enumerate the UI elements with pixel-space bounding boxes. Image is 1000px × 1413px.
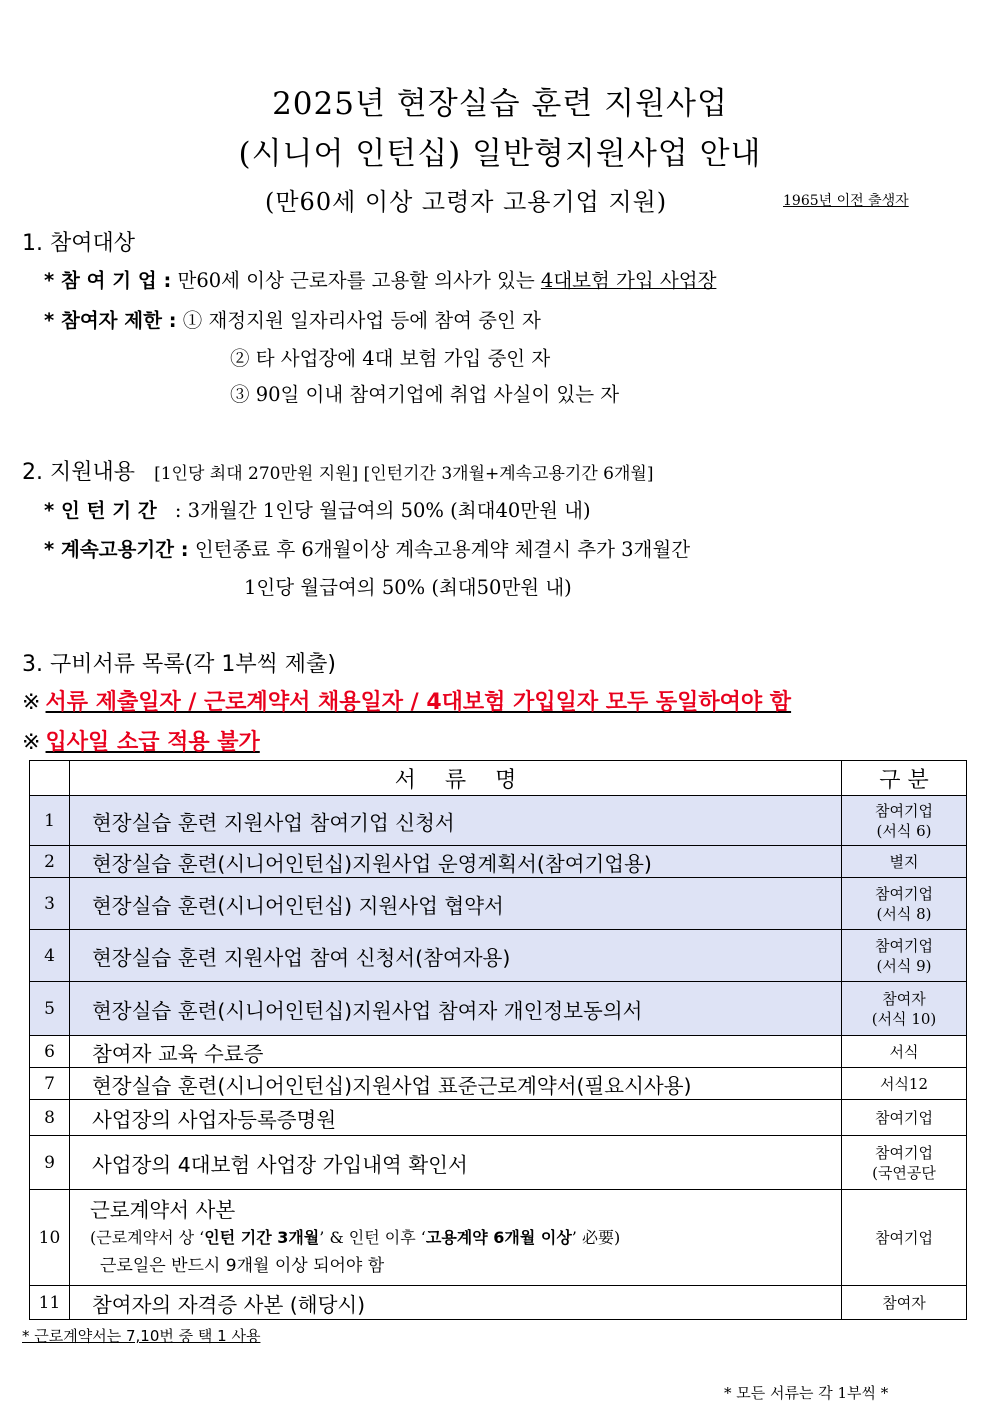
section1-heading: 1. 참여대상 — [22, 231, 135, 256]
table-row — [30, 982, 967, 1036]
restriction-row — [44, 305, 541, 333]
section2-heading: 2. 지원내용 — [22, 460, 135, 485]
table-row — [30, 1286, 967, 1320]
row-type: 별지 — [842, 846, 967, 878]
row-num: 3 — [30, 878, 70, 930]
company-text: 만60세 이상 근로자를 고용할 의사가 있는 — [177, 269, 535, 292]
intern-text: : 3개월간 1인당 월급여의 50% (최대40만원 내) — [174, 499, 591, 522]
footnote-contract: * 근로계약서는 7,10번 중 택 1 사용 — [22, 1327, 261, 1345]
row-num: 7 — [30, 1068, 70, 1100]
row-type: 참여기업 — [842, 1190, 967, 1286]
continue-row — [44, 534, 690, 562]
table-row — [30, 796, 967, 846]
row-type: 참여기업 (서식 8) — [842, 878, 967, 930]
row-type: 참여자 (서식 10) — [842, 982, 967, 1036]
header-num — [30, 761, 70, 796]
row-type: 참여자 — [842, 1286, 967, 1320]
row-name: 현장실습 훈련(시니어인턴십)지원사업 운영계획서(참여기업용) — [70, 846, 842, 878]
row-num: 1 — [30, 796, 70, 846]
row-num: 9 — [30, 1136, 70, 1190]
row-name: 현장실습 훈련 지원사업 참여 신청서(참여자용) — [70, 930, 842, 982]
row-num: 10 — [30, 1190, 70, 1286]
footnote-all-docs: * 모든 서류는 각 1부씩 * — [724, 1384, 889, 1402]
row-name-multi — [70, 1190, 842, 1286]
row-num: 6 — [30, 1036, 70, 1068]
table-row — [30, 1036, 967, 1068]
row-type: 참여기업 — [842, 1100, 967, 1136]
row-name: 현장실습 훈련(시니어인턴십) 지원사업 협약서 — [70, 878, 842, 930]
row-num: 8 — [30, 1100, 70, 1136]
intern-row — [44, 495, 591, 523]
continue-text-line2: 1인당 월급여의 50% (최대50만원 내) — [244, 576, 572, 599]
row-subline: (근로계약서 상 ‘인턴 기간 3개월’ & 인턴 이후 ‘고용계약 6개월 이상’ 必要) — [90, 1227, 621, 1247]
row-name: 현장실습 훈련(시니어인턴십)지원사업 표준근로계약서(필요시사용) — [70, 1068, 842, 1100]
page-subtitle: (만60세 이상 고령자 고용기업 지원) — [265, 188, 668, 216]
row-name: 사업장의 사업자등록증명원 — [70, 1100, 842, 1136]
table-row — [30, 878, 967, 930]
page-title-line2: (시니어 인턴십) 일반형지원사업 안내 — [238, 136, 762, 172]
restriction-item: ② 타 사업장에 4대 보험 가입 중인 자 — [230, 347, 551, 370]
row-name: 현장실습 훈련(시니어인턴십)지원사업 참여자 개인정보동의서 — [70, 982, 842, 1036]
row-num: 11 — [30, 1286, 70, 1320]
company-underlined: 4대보험 가입 사업장 — [540, 269, 717, 292]
row-name: 참여자 교육 수료증 — [70, 1036, 842, 1068]
row-name: 근로계약서 사본 — [90, 1197, 236, 1222]
table-row — [30, 1136, 967, 1190]
row-num: 5 — [30, 982, 70, 1036]
row-name: 참여자의 자격증 사본 (해당시) — [70, 1286, 842, 1320]
section2-heading-note: [1인당 최대 270만원 지원] [인턴기간 3개월+계속고용기간 6개월] — [154, 464, 654, 484]
table-row — [30, 1100, 967, 1136]
row-type: 참여기업 (국연공단 — [842, 1136, 967, 1190]
table-header-row — [30, 761, 967, 796]
notice-mark: ※ — [22, 690, 41, 715]
notice-1 — [22, 685, 791, 716]
restriction-label: * 참여자 제한 : — [44, 309, 177, 332]
row-num: 2 — [30, 846, 70, 878]
restriction-item: ① 재정지원 일자리사업 등에 참여 중인 자 — [182, 309, 541, 332]
table-row — [30, 846, 967, 878]
table-row — [30, 1190, 967, 1286]
intern-label: * 인 턴 기 간 — [44, 499, 157, 522]
continue-label: * 계속고용기간 : — [44, 538, 189, 561]
company-row — [44, 265, 716, 293]
table-row — [30, 1068, 967, 1100]
row-type: 참여기업 (서식 9) — [842, 930, 967, 982]
row-name: 현장실습 훈련 지원사업 참여기업 신청서 — [70, 796, 842, 846]
notice-text: 입사일 소급 적용 불가 — [45, 730, 260, 755]
row-type: 참여기업 (서식 6) — [842, 796, 967, 846]
table-row — [30, 930, 967, 982]
documents-table — [29, 760, 967, 1320]
row-name: 사업장의 4대보험 사업장 가입내역 확인서 — [70, 1136, 842, 1190]
notice-text: 서류 제출일자 / 근로계약서 채용일자 / 4대보험 가입일자 모두 동일하여야 함 — [45, 690, 792, 715]
row-type: 서식 — [842, 1036, 967, 1068]
row-type: 서식12 — [842, 1068, 967, 1100]
continue-text: 인턴종료 후 6개월이상 계속고용계약 체결시 추가 3개월간 — [194, 538, 691, 561]
company-label: * 참 여 기 업 : — [44, 269, 172, 292]
row-num: 4 — [30, 930, 70, 982]
notice-mark: ※ — [22, 730, 41, 755]
birth-note: 1965년 이전 출생자 — [783, 193, 909, 209]
page-title: 2025년 현장실습 훈련 지원사업 — [272, 86, 728, 122]
section2-heading-row — [22, 455, 653, 486]
header-type: 구 분 — [842, 761, 967, 796]
row-subline2: 근로일은 반드시 9개월 이상 되어야 함 — [100, 1255, 385, 1276]
restriction-item: ③ 90일 이내 참여기업에 취업 사실이 있는 자 — [230, 383, 620, 406]
section3-heading: 3. 구비서류 목록(각 1부씩 제출) — [22, 652, 336, 677]
header-name: 서 류 명 — [70, 761, 842, 796]
notice-2 — [22, 725, 260, 756]
